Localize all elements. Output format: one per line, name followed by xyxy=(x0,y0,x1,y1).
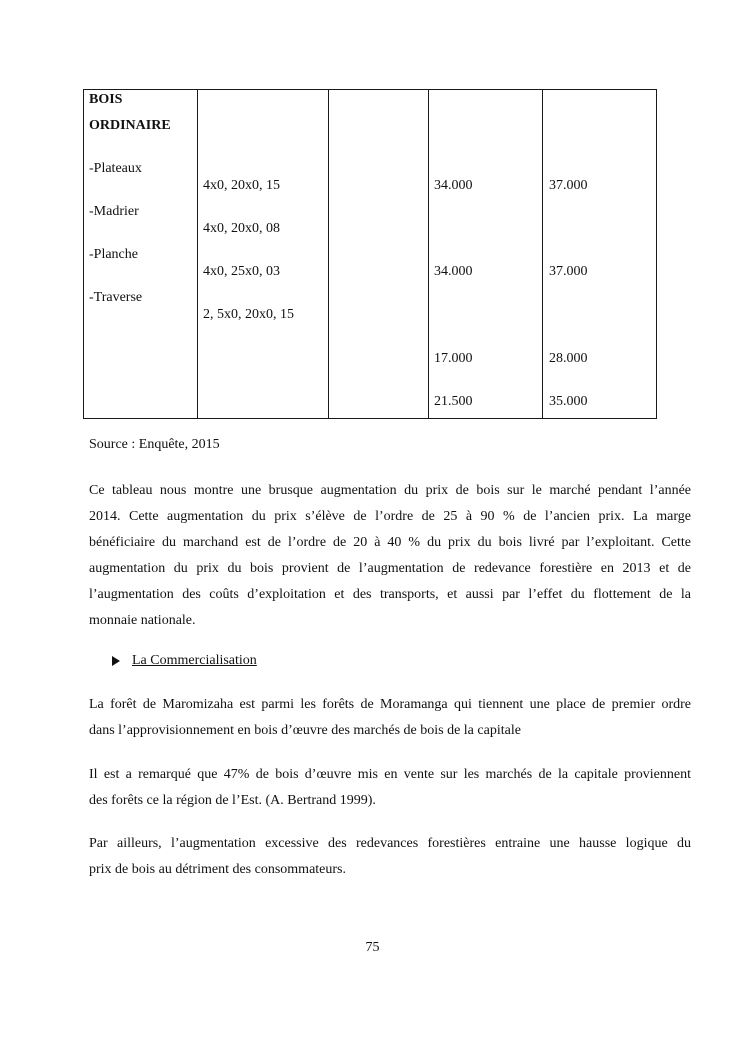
table-dimension: 4x0, 20x0, 08 xyxy=(203,221,280,236)
table-price-value: 34.000 xyxy=(434,178,473,193)
section-heading xyxy=(112,652,257,670)
table-price-value: 37.000 xyxy=(549,264,588,279)
paragraph-line: Il est a remarqué que 47% de bois d’œuvre mis en vente sur les marchés de la capitale proviennent xyxy=(89,767,691,782)
table-price-value: 28.000 xyxy=(549,351,588,366)
table-price-value: 21.500 xyxy=(434,394,473,409)
table-dimension: 2, 5x0, 20x0, 15 xyxy=(203,307,294,322)
table-price-value: 35.000 xyxy=(549,394,588,409)
paragraph-market-share xyxy=(89,762,691,814)
paragraph-maromizaha xyxy=(89,692,691,744)
paragraph-price-analysis xyxy=(89,478,691,634)
paragraph-line: 2014. Cette augmentation du prix s’élève de l’ordre de 25 à 90 % de l’ancien prix. La marge xyxy=(89,509,691,524)
paragraph-line: dans l’approvisionnement en bois d’œuvre des marchés de bois de la capitale xyxy=(89,723,521,738)
paragraph-redevances xyxy=(89,831,691,883)
price-table xyxy=(83,89,657,419)
table-dimension: 4x0, 20x0, 15 xyxy=(203,178,280,193)
arrow-bullet-icon xyxy=(112,656,120,666)
page-number: 75 xyxy=(365,940,380,955)
table-category: -Plateaux xyxy=(89,161,142,176)
table-category: -Planche xyxy=(89,247,138,262)
table-category: -Traverse xyxy=(89,290,143,305)
table-dimension: 4x0, 25x0, 03 xyxy=(203,264,280,279)
table-price-value: 17.000 xyxy=(434,351,473,366)
paragraph-line: Ce tableau nous montre une brusque augmentation du prix de bois sur le marché pendant l’année xyxy=(89,483,691,498)
table-column-divider xyxy=(328,90,329,418)
table-header-line: BOIS xyxy=(89,92,123,107)
table-column-divider xyxy=(542,90,543,418)
paragraph-line: augmentation du prix du bois provient de l’augmentation de redevance forestière en 2013 et de xyxy=(89,561,691,576)
paragraph-line: des forêts ce la région de l’Est. (A. Bertrand 1999). xyxy=(89,793,376,808)
paragraph-line: Par ailleurs, l’augmentation excessive des redevances forestières entraine une hausse logique du xyxy=(89,836,691,851)
table-price-value: 34.000 xyxy=(434,264,473,279)
paragraph-line: prix de bois au détriment des consommateurs. xyxy=(89,862,346,877)
table-column-divider xyxy=(428,90,429,418)
paragraph-line: bénéficiaire du marchand est de l’ordre de 20 à 40 % du prix du bois livré par l’exploitant. Cette xyxy=(89,535,691,550)
table-price-value: 37.000 xyxy=(549,178,588,193)
table-header-line: ORDINAIRE xyxy=(89,118,171,133)
section-heading-label: La Commercialisation xyxy=(132,653,257,668)
table-source: Source : Enquête, 2015 xyxy=(89,437,220,452)
table-column-divider xyxy=(197,90,198,418)
paragraph-line: l’augmentation des coûts d’exploitation et des transports, et aussi par l’effet du flottement de la xyxy=(89,587,691,602)
paragraph-line: La forêt de Maromizaha est parmi les forêts de Moramanga qui tiennent une place de premier ordre xyxy=(89,697,691,712)
table-category: -Madrier xyxy=(89,204,139,219)
paragraph-line: monnaie nationale. xyxy=(89,613,196,628)
